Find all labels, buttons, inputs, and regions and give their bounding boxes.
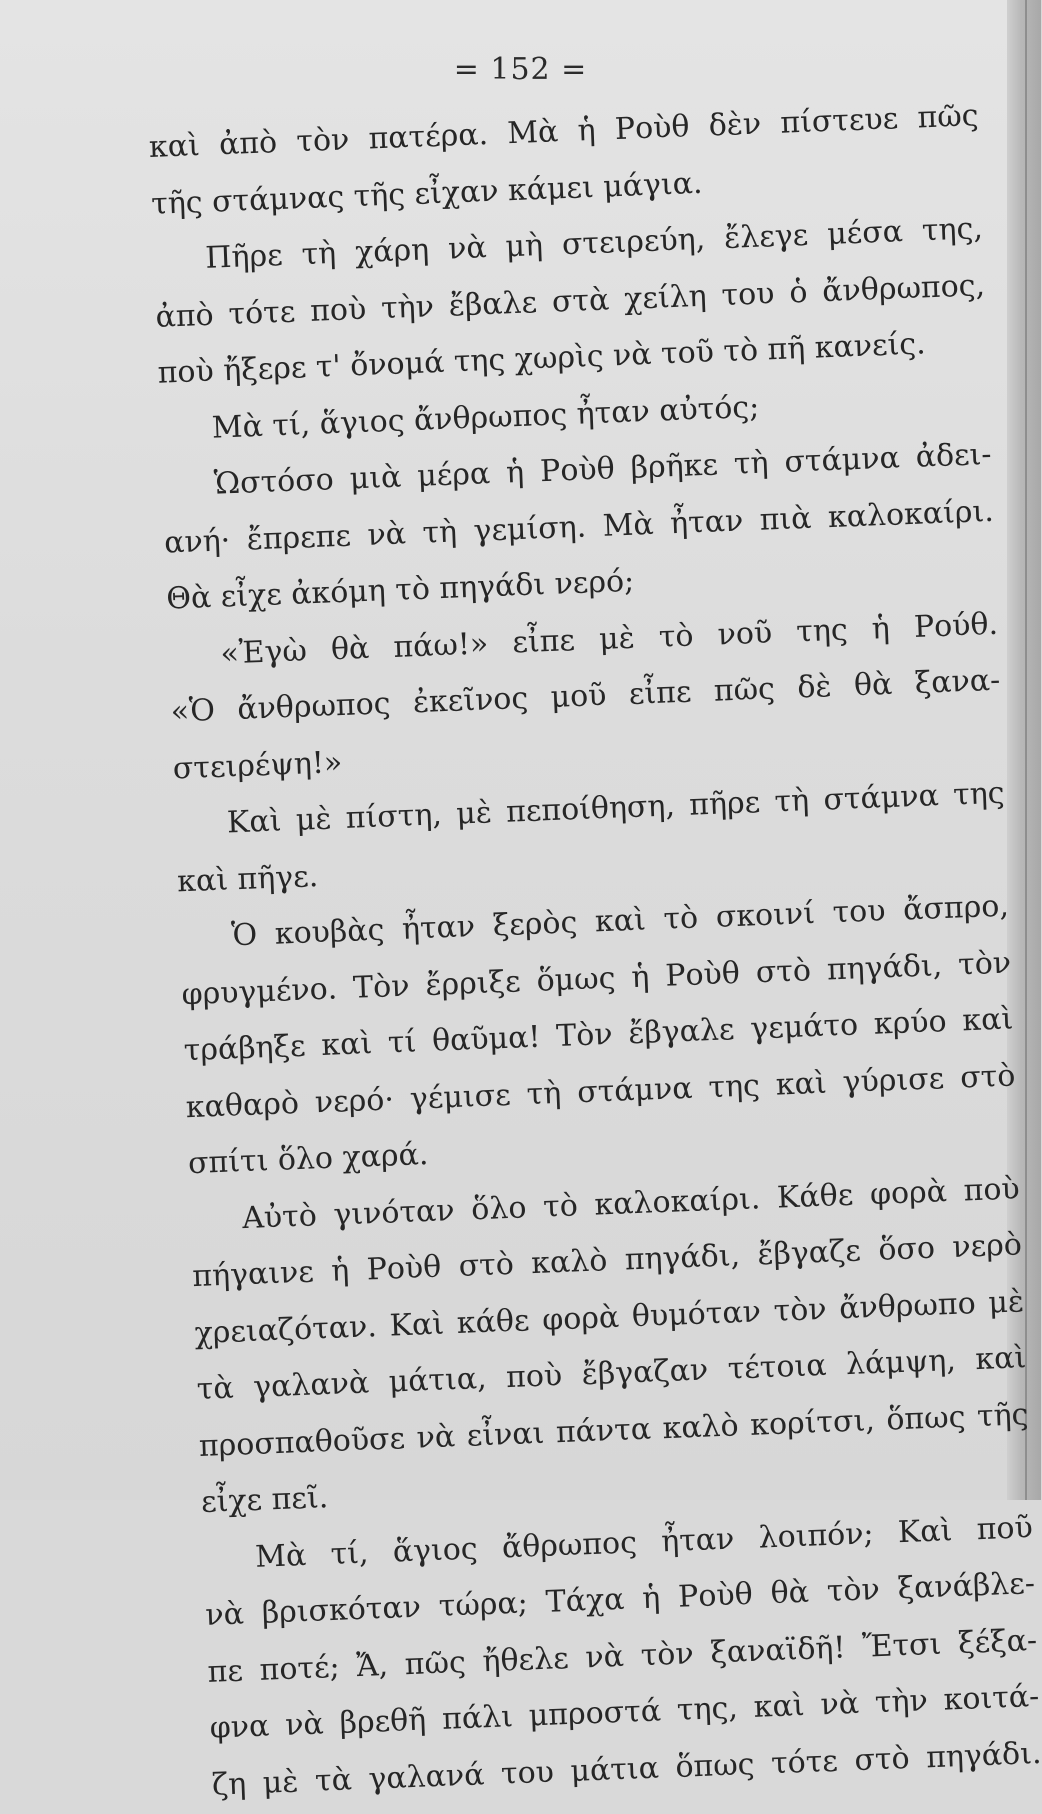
body-text — [148, 88, 1042, 1814]
text-line: ποὺ ἤξερε τ' ὄνομά της χωρὶς νὰ τοῦ τὸ πῆ κανείς. — [157, 326, 927, 391]
text-line: Ὡστόσο μιὰ μέρα ἡ Ρoὺθ βρῆκε τὴ στάμνα ἀδει- — [213, 436, 993, 502]
text-line: τῆς στάμνας τῆς εἶχαν κάμει μάγια. — [150, 165, 704, 222]
text-line: «Ὁ ἄνθρωπος ἐκεῖνος μοῦ εἶπε πῶς δὲ θὰ ξανα- — [170, 662, 1001, 730]
text-line: χρειαζόταν. Καὶ κάθε φορὰ θυμόταν τὸν ἄνθρωπο μὲ — [193, 1283, 1025, 1351]
text-line: Ὁ κουβὰς ἦταν ξερὸς καὶ τὸ σκοινί του ἄσπρο, — [230, 888, 1010, 954]
text-line: πε ποτέ; Ἄ, πῶς ἤθελε νὰ τὸν ξαναϊδῆ! Ἔτσι ξέξα- — [206, 1622, 1038, 1690]
page-number: = 152 = — [453, 52, 588, 87]
text-line: Πῆρε τὴ χάρη νὰ μὴ στειρεύη, ἔλεγε μέσα της, — [204, 211, 984, 276]
page-fold-line — [1025, 0, 1027, 1500]
text-line: προσπαθοῦσε νὰ εἶναι πάντα καλὸ κορίτσι, ὅπως τῆς — [198, 1396, 1030, 1464]
text-line: «Ἐγὼ θὰ πάω!» εἶπε μὲ τὸ νοῦ της ἡ Ρoύθ. — [219, 606, 999, 672]
text-line: ανή· ἔπρεπε νὰ τὴ γεμίση. Μὰ ἦταν πιὰ καλοκαίρι. — [163, 493, 995, 561]
text-line: ἀπὸ τότε ποὺ τὴν ἔβαλε στὰ χείλη του ὁ ἄνθρωπος, — [154, 267, 986, 335]
text-line: ζη μὲ τὰ γαλανά του μάτια ὅπως τότε στὸ πηγάδι. — [211, 1735, 1042, 1803]
text-line: τὰ γαλανὰ μάτια, ποὺ ἔβγαζαν τέτοια λάμψη, καὶ — [196, 1340, 1027, 1408]
text-line: νὰ βρισκόταν τώρα; Τάχα ἡ Ρoὺθ θὰ τὸν ξανάβλε- — [204, 1566, 1036, 1633]
text-line: καθαρὸ νερό· γέμισε τὴ στάμνα της καὶ γύρισε στὸ — [185, 1057, 1016, 1125]
text-line: σπίτι ὅλο χαρά. — [187, 1137, 429, 1182]
text-line: Αὐτὸ γινόταν ὅλο τὸ καλοκαίρι. Κάθε φορὰ ποὺ — [241, 1170, 1021, 1236]
text-line: Μὰ τί, ἅγιος ἄνθρωπος ἦταν αὐτός; — [211, 389, 760, 446]
text-line: Θὰ εἶχε ἀκόμη τὸ πηγάδι νερό; — [165, 563, 635, 617]
text-line: φρυγμένο. Τὸν ἔρριξε ὅμως ἡ Ρoὺθ στὸ πηγάδι, τὸν — [180, 945, 1012, 1012]
text-line: στειρέψη!» — [172, 744, 343, 787]
text-line: καὶ ἀπὸ τὸν πατέρα. Μὰ ἡ Ρoὺθ δὲν πίστευε πῶς — [148, 98, 980, 165]
text-line: φνα νὰ βρεθῆ πάλι μπροστά της, καὶ νὰ τὴν κοιτά- — [209, 1678, 1040, 1746]
text-line: καὶ πῆγε. — [176, 858, 319, 899]
text-line: Μὰ τί, ἅγιος ἄθρωπος ἦταν λοιπόν; Καὶ ποῦ — [254, 1509, 1034, 1575]
text-line: Καὶ μὲ πίστη, μὲ πεποίθηση, πῆρε τὴ στάμνα της — [226, 775, 1006, 841]
text-line: τράβηξε καὶ τί θαῦμα! Τὸν ἔβγαλε γεμάτο κρύο καὶ — [183, 1001, 1014, 1069]
text-line: εἶχε πεῖ. — [200, 1480, 329, 1520]
text-line: πήγαινε ἡ Ρoὺθ στὸ καλὸ πηγάδι, ἔβγαζε ὅσο νερὸ — [191, 1227, 1023, 1295]
